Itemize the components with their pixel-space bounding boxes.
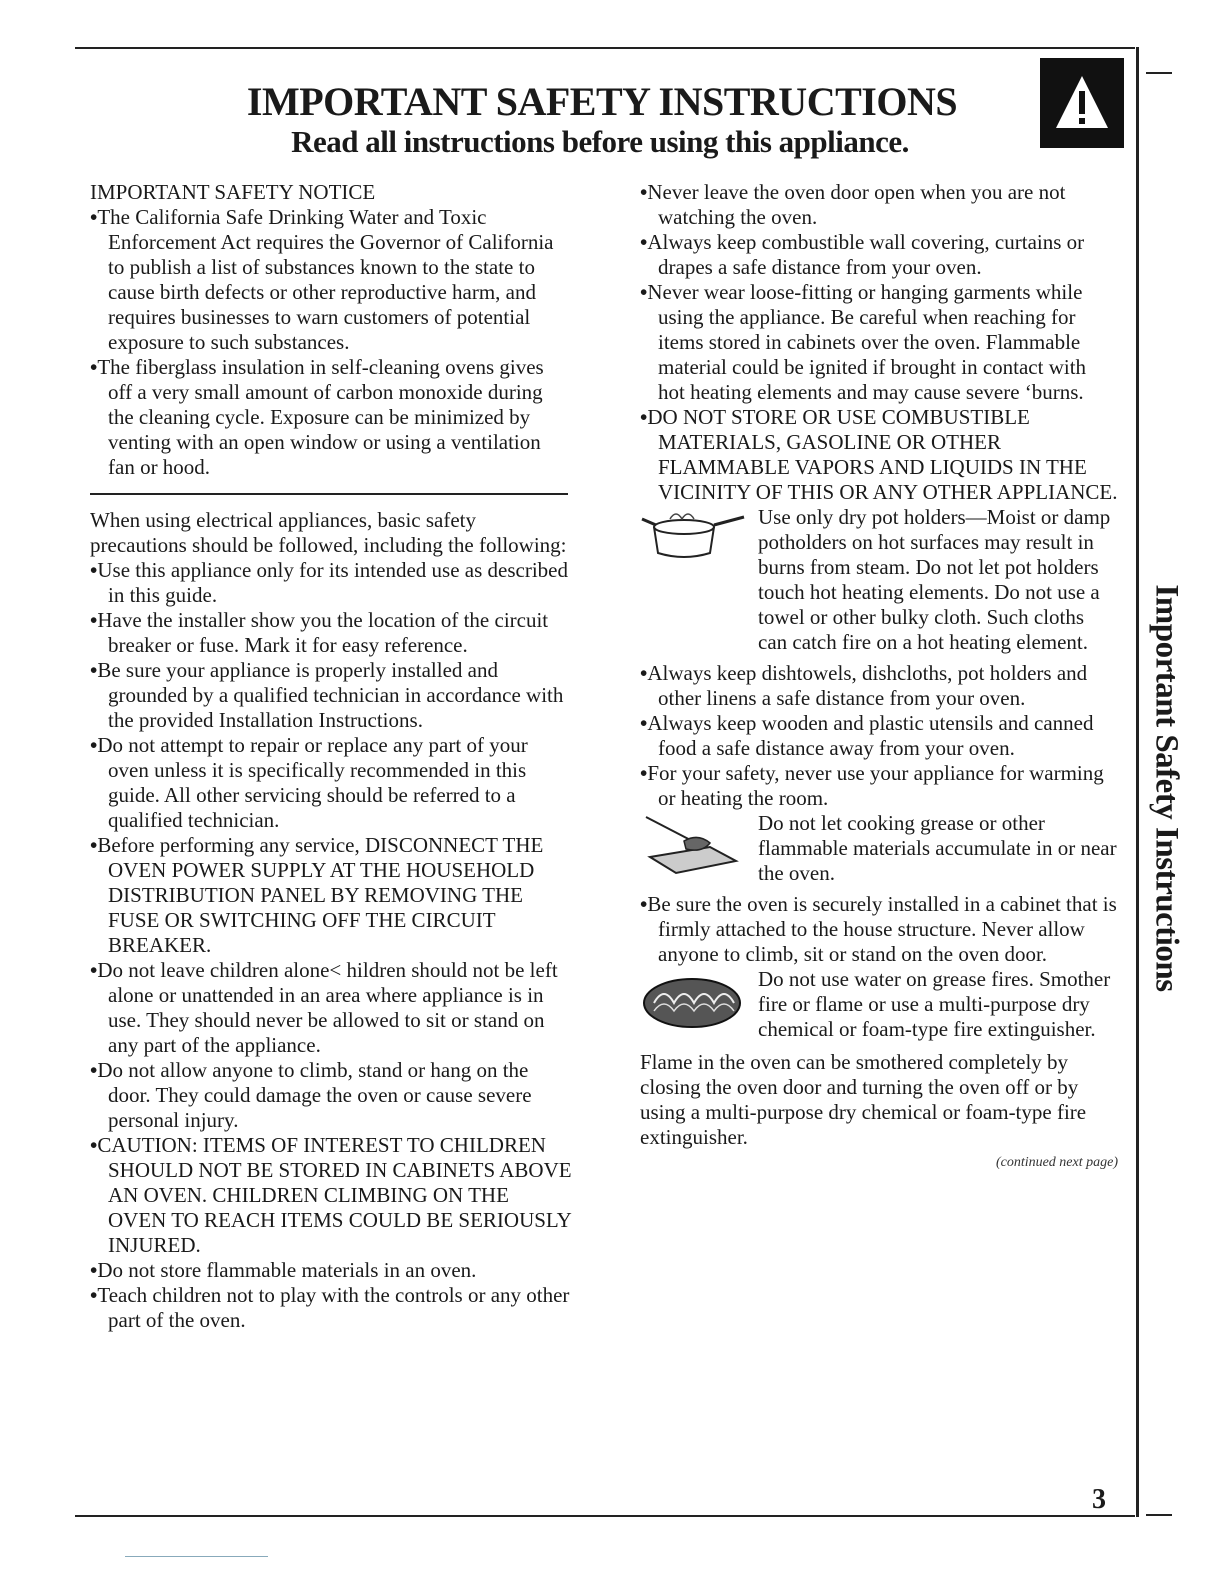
- pot-holder-item: [640, 505, 1118, 655]
- list-item: •CAUTION: ITEMS OF INTEREST TO CHILDREN SHOULD NOT BE STORED IN CABINETS ABOVE AN OVEN. CHILDREN CLIMBING ON THE OVEN TO REACH ITEMS COULD BE SERIOUSLY INJURED.: [90, 1133, 572, 1257]
- list-item: •Use this appliance only for its intended use as described in this guide.: [90, 558, 568, 607]
- intro-paragraph: When using electrical appliances, basic safety precautions should be followed, including the following:: [90, 508, 567, 557]
- list-item: •Always keep dishtowels, dishcloths, pot holders and other linens a safe distance from your oven.: [640, 661, 1088, 710]
- margin-tick: [1146, 72, 1172, 74]
- list-item: •For your safety, never use your appliance for warming or heating the room.: [640, 761, 1104, 810]
- left-column: [90, 180, 572, 1333]
- water-text: Do not use water on grease fires. Smother fire or flame or use a multi-purpose dry chemical or foam-type fire extinguisher.: [758, 967, 1111, 1041]
- grease-item: [640, 811, 1118, 886]
- grease-fire-pan-icon: [640, 967, 750, 1039]
- list-item: •Teach children not to play with the controls or any other part of the oven.: [90, 1283, 570, 1332]
- grease-cleaning-icon: [640, 811, 750, 879]
- bottom-rule: [75, 1515, 1135, 1517]
- right-column: [640, 180, 1118, 1175]
- list-item: •Always keep combustible wall covering, curtains or drapes a safe distance from your oven.: [640, 230, 1085, 279]
- list-item: •Never wear loose-fitting or hanging garments while using the appliance. Be careful when reaching for items stored in cabinets over the oven. Flammable material could be ignited if brought in contact with hot heating elements and may cause severe ‘burns.: [640, 280, 1087, 404]
- section-divider: [90, 493, 568, 495]
- pot-holder-text: Use only dry pot holders—Moist or damp potholders on hot surfaces may result in burns from steam. Do not let pot holders touch hot heating elements. Do not use a towel or other bulky cloth. Such cloths can catch fire on a hot heating element.: [758, 505, 1111, 654]
- page-number: 3: [1092, 1484, 1106, 1515]
- scan-artifact-line: [125, 1556, 268, 1557]
- list-item: •The fiberglass insulation in self-cleaning ovens gives off a very small amount of carbon monoxide during the cleaning cycle. Exposure can be minimized by venting with an open window or using a ventilation fan or hood.: [90, 355, 544, 479]
- page-subtitle: Read all instructions before using this appliance.: [291, 124, 909, 159]
- list-item: •Have the installer show you the location of the circuit breaker or fuse. Mark it for easy reference.: [90, 608, 549, 657]
- top-rule: [75, 47, 1135, 49]
- water-item: [640, 967, 1118, 1042]
- list-item: •DO NOT STORE OR USE COMBUSTIBLE MATERIALS, GASOLINE OR OTHER FLAMMABLE VAPORS AND LIQUIDS IN THE VICINITY OF THIS OR ANY OTHER APPLIANCE.: [640, 405, 1118, 504]
- list-item: •Never leave the oven door open when you are not watching the oven.: [640, 180, 1066, 229]
- list-item: •Do not store flammable materials in an oven.: [90, 1258, 477, 1282]
- list-item: •Do not attempt to repair or replace any part of your oven unless it is specifically recommended in this guide. All other servicing should be referred to a qualified technician.: [90, 733, 528, 832]
- list-item: •Be sure the oven is securely installed in a cabinet that is firmly attached to the house structure. Never allow anyone to climb, sit or stand on the oven door.: [640, 892, 1117, 966]
- side-rule: [1136, 47, 1139, 1517]
- margin-tick: [1146, 1514, 1172, 1516]
- list-item: •Do not leave children alone< hildren should not be left alone or unattended in an area where appliance is in use. They should never be allowed to sit or stand on any part of the appliance.: [90, 958, 558, 1057]
- flame-paragraph: Flame in the oven can be smothered completely by closing the oven door and turning the oven off or by using a multi-purpose dry chemical or foam-type fire extinguisher.: [640, 1050, 1087, 1149]
- pot-illustration-icon: [640, 505, 750, 563]
- list-item: •Be sure your appliance is properly installed and grounded by a qualified technician in accordance with the provided Installation Instructions.: [90, 658, 564, 732]
- grease-text: Do not let cooking grease or other flammable materials accumulate in or near the oven.: [758, 811, 1117, 885]
- side-section-title: Important Safety Instructions: [1148, 583, 1185, 992]
- list-item: •Do not allow anyone to climb, stand or hang on the door. They could damage the oven or cause severe personal injury.: [90, 1058, 532, 1132]
- page-title: IMPORTANT SAFETY INSTRUCTIONS: [246, 79, 958, 124]
- continued-note: (continued next page): [995, 1155, 1118, 1170]
- list-item: •The California Safe Drinking Water and Toxic Enforcement Act requires the Governor of California to publish a list of substances known to the state to cause birth defects or other reproductive harm, and requires businesses to warn customers of potential exposure to such substances.: [90, 205, 554, 354]
- list-item: •Always keep wooden and plastic utensils and canned food a safe distance away from your oven.: [640, 711, 1094, 760]
- list-item: •Before performing any service, DISCONNECT THE OVEN POWER SUPPLY AT THE HOUSEHOLD DISTRIBUTION PANEL BY REMOVING THE FUSE OR SWITCHING OFF THE CIRCUIT BREAKER.: [90, 833, 544, 957]
- notice-heading: IMPORTANT SAFETY NOTICE: [90, 180, 376, 204]
